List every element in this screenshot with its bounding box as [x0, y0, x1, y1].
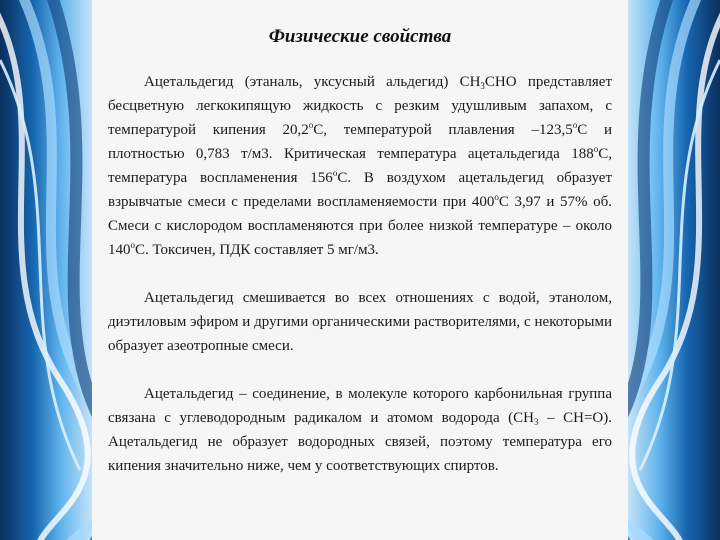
p3-text-a: Ацетальдегид – соединение, в молекуле которого карбонильная группа связана с углеводородным радикалом и атомом водорода (CH — [108, 386, 612, 426]
slide-title: Физические свойства — [268, 26, 452, 47]
paragraph-3 — [108, 382, 612, 478]
p1-sup-d: о — [593, 144, 599, 154]
p3-sub-a: 3 — [534, 417, 539, 427]
p1-text-h: С. Токсичен, ПДК составляет 5 мг/м3. — [135, 242, 379, 258]
p1-text-f: С. В воздухом ацетальдегид образует взрывчатые смеси с пределами воспламеняемости при 400 — [108, 170, 612, 210]
body-text — [108, 70, 612, 478]
p1-sup-f: о — [494, 192, 499, 202]
p1-text-g: С 3,97 и 57% об. Смеси с кислородом воспламеняются при более низкой температуре – около 140 — [108, 194, 612, 258]
p1-sub-a: 3 — [480, 81, 485, 91]
p1-sup-e: о — [332, 168, 338, 178]
slide-content — [92, 0, 628, 540]
p3-text-b: – CH=O). Ацетальдегид не образует водородных связей, поэтому температура его кипения значительно ниже, чем у соответствующих спиртов. — [108, 410, 612, 474]
p1-text-e: С, температура воспламенения 156 — [108, 146, 612, 186]
paragraph-2: Ацетальдегид смешивается во всех отношениях с водой, этанолом, диэтиловым эфиром и другими органическими растворителями, с некоторыми образует азеотропные смеси. — [108, 290, 612, 354]
p1-sup-g: о — [130, 240, 135, 250]
p1-text-a: Ацетальдегид (этаналь, уксусный альдегид) CH — [144, 74, 481, 90]
p1-text-b: CHO представляет бесцветную легкокипящую жидкость с резким удушливым запахом, с температурой кипения 20,2 — [108, 74, 612, 138]
p1-sup-c: о — [572, 120, 578, 130]
p1-sup-b: о — [308, 120, 314, 130]
paragraph-1 — [108, 70, 612, 262]
p1-text-d: С и плотностью 0,783 т/м3. Критическая температура ацетальдегида 188 — [108, 122, 612, 162]
p1-text-c: С, температурой плавления –123,5 — [313, 122, 573, 138]
